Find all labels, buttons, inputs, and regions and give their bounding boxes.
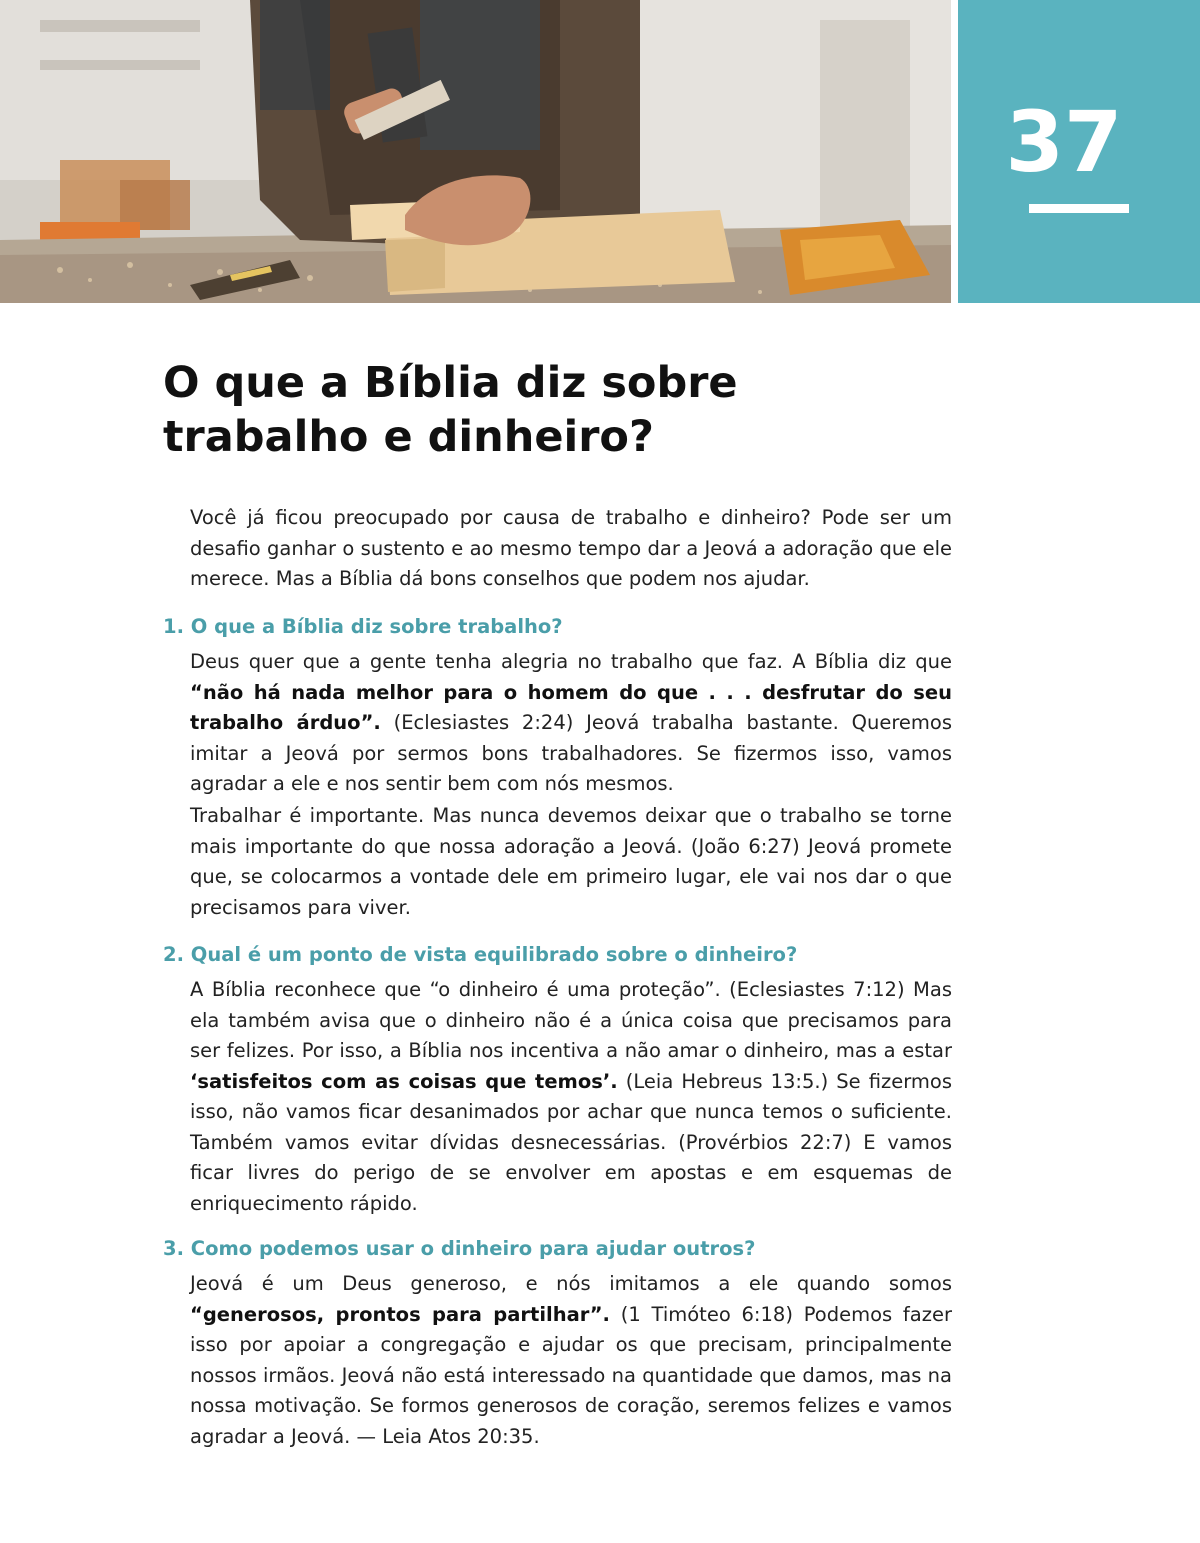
section-3-question: 3. Como podemos usar o dinheiro para ajudar outros? [163,1237,756,1260]
lesson-number-underline [1029,204,1129,213]
section-1-question: 1. O que a Bíblia diz sobre trabalho? [163,615,563,638]
section-1-quote: “não há nada melhor para o homem do que . . . desfrutar do seu trabalho árduo”. [190,680,952,734]
section-2-quote: ‘satisfeitos com as coisas que temos’. [190,1069,618,1093]
section-2-text-a: A Bíblia reconhece que “o dinheiro é uma proteção”. (Eclesiastes 7:12) Mas ela também avisa que o dinheiro não é a única coisa que precisamos para ser felizes. Por isso, a Bíblia nos incentiva a não amar o dinheiro, mas a estar [190,978,952,1062]
intro-paragraph: Você já ficou preocupado por causa de trabalho e dinheiro? Pode ser um desafio ganhar o sustento e ao mesmo tempo dar a Jeová a adoração que ele merece. Mas a Bíblia dá bons conselhos que podem nos ajudar. [190,506,952,590]
section-1-text-b: (Eclesiastes 2:24) Jeová trabalha bastante. Queremos imitar a Jeová por sermos bons trabalhadores. Se fizermos isso, vamos agradar a ele e nos sentir bem com nós mesmos. [190,711,952,795]
section-2-question: 2. Qual é um ponto de vista equilibrado sobre o dinheiro? [163,943,798,966]
section-3-paragraph-1 [190,1269,952,1452]
section-3-text-b: (1 Timóteo 6:18) Podemos fazer isso por apoiar a congregação e ajudar os que precisam, principalmente nossos irmãos. Jeová não está interessado na quantidade que damos, mas na nossa motivação. Se formos generosos de coração, seremos felizes e vamos agradar a Jeová. — Leia Atos 20:35. [190,1302,952,1448]
section-3-quote: “generosos, prontos para partilhar”. [190,1302,610,1326]
lesson-number-block [958,0,1200,303]
header-photo [0,0,951,303]
section-1-paragraph-1 [190,647,952,800]
section-3-text-a: Jeová é um Deus generoso, e nós imitamos a ele quando somos [190,1272,952,1295]
lesson-number: 37 [1005,93,1123,191]
carpenter-illustration [0,0,951,303]
section-2-text-b: (Leia Hebreus 13:5.) Se fizermos isso, não vamos ficar desanimados por achar que nunca temos o suficiente. Também vamos evitar dívidas desnecessárias. (Provérbios 22:7) E vamos ficar livres do perigo de se envolver em apostas e em esquemas de enriquecimento rápido. [190,1069,952,1215]
section-2-paragraph-1 [190,975,952,1219]
section-1-paragraph-2: Trabalhar é importante. Mas nunca devemos deixar que o trabalho se torne mais importante do que nossa adoração a Jeová. (João 6:27) Jeová promete que, se colocarmos a vontade dele em primeiro lugar, ele vai nos dar o que precisamos para viver. [190,804,952,919]
page-title: O que a Bíblia diz sobre trabalho e dinheiro? [163,358,738,462]
section-1-text-a: Deus quer que a gente tenha alegria no trabalho que faz. A Bíblia diz que [190,650,952,673]
